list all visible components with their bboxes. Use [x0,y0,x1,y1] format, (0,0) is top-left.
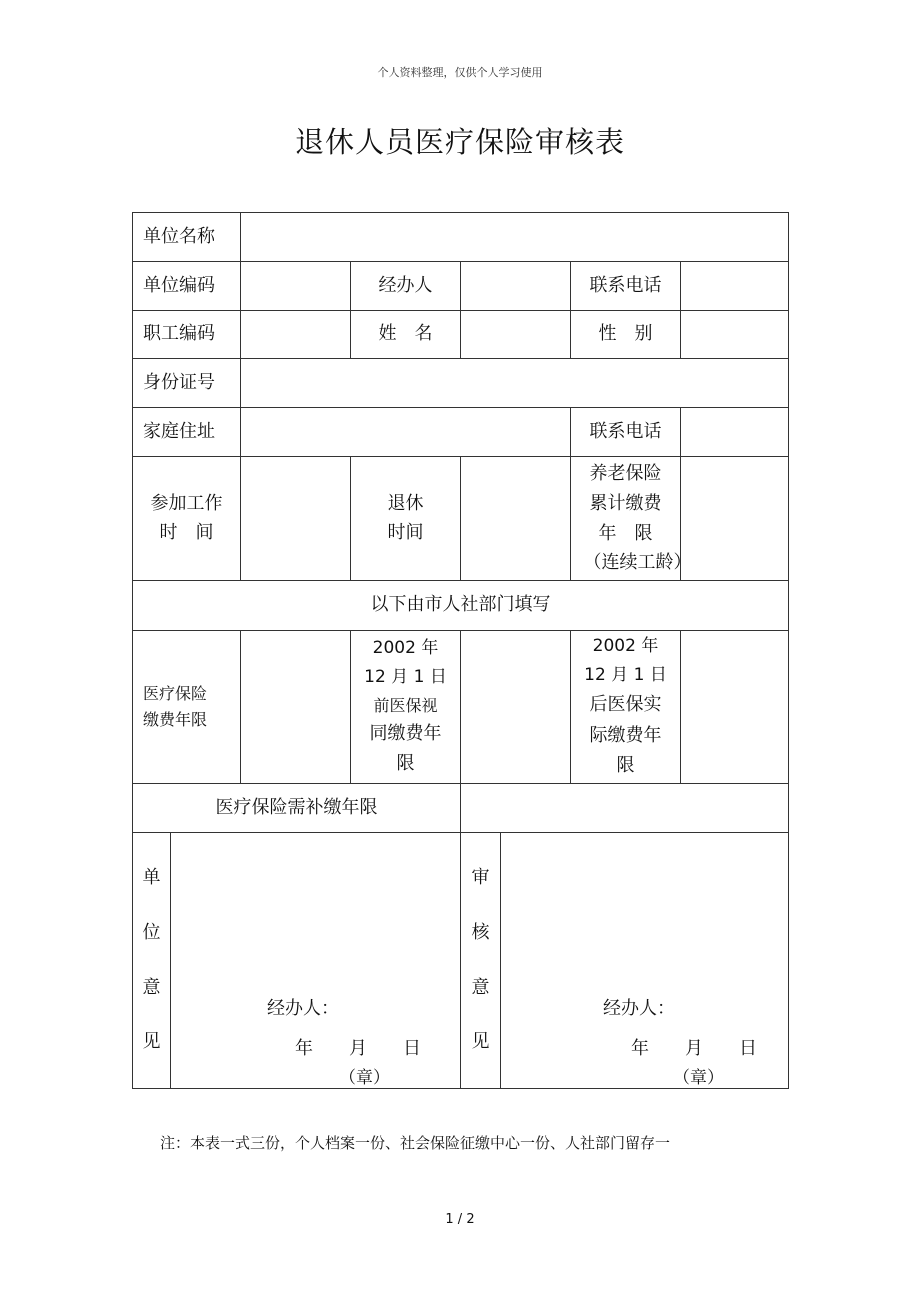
pension-label-line1: 养老保险 [589,463,662,485]
employee-code-field[interactable] [241,311,351,359]
unit-name-label: 单位名称 [133,213,241,262]
review-opinion-char: 意 [471,976,490,998]
id-number-label: 身份证号 [133,359,241,408]
home-phone-field[interactable] [681,408,789,457]
after-label-line1: 2002 年 [592,636,659,657]
unit-opinion-char: 意 [142,976,161,998]
page-title: 退休人员医疗保险审核表 [294,125,625,159]
before-2002-field[interactable] [461,631,571,784]
before-label-line5: 限 [396,753,415,775]
header-note: 个人资料整理，仅供个人学习使用 [377,66,543,79]
work-start-label [133,457,241,581]
unit-code-label: 单位编码 [133,262,241,311]
medical-years-label [133,631,241,784]
unit-signer-label: 经办人： [267,998,339,1019]
review-opinion-char: 审 [471,866,490,888]
retire-label-line1: 退休 [387,492,424,514]
retire-label [351,457,461,581]
work-start-field[interactable] [241,457,351,581]
before-label-line1: 2002 年 [372,637,439,658]
pension-label-line2: 累计缴费 [589,492,662,514]
review-seal-label: （章） [673,1068,724,1088]
work-start-label-line1: 参加工作 [150,492,223,514]
unit-code-field[interactable] [241,262,351,311]
handler-field[interactable] [461,262,571,311]
unit-opinion-label [133,833,171,1089]
phone-label: 联系电话 [571,262,681,311]
review-opinion-char: 见 [471,1031,490,1053]
after-label-line5: 限 [616,755,635,777]
review-opinion-field[interactable] [501,833,789,1089]
unit-name-field[interactable] [241,213,789,262]
audit-form-table [132,212,789,1089]
name-field[interactable] [461,311,571,359]
unit-opinion-char: 单 [142,866,161,888]
home-phone-label: 联系电话 [571,408,681,457]
gender-field[interactable] [681,311,789,359]
pension-label-line3: 年 限 [598,522,653,544]
medical-years-field[interactable] [241,631,351,784]
handler-label: 经办人 [351,262,461,311]
retire-label-line2: 时间 [387,521,424,543]
review-opinion-label [461,833,501,1089]
home-address-label: 家庭住址 [133,408,241,457]
unit-opinion-field[interactable] [171,833,461,1089]
before-label-line4: 同缴费年 [369,722,442,744]
pension-years-field[interactable] [681,457,789,581]
review-signer-label: 经办人： [603,998,675,1019]
before-label-line3: 前医保视 [373,695,438,715]
work-start-label-line2: 时 间 [159,521,214,543]
review-opinion-char: 核 [471,921,490,943]
unit-opinion-char: 位 [142,921,161,943]
medical-label-line1: 医疗保险 [143,684,208,704]
section-header: 以下由市人社部门填写 [133,581,789,631]
retire-field[interactable] [461,457,571,581]
unit-seal-label: （章） [339,1068,390,1088]
unit-opinion-char: 见 [142,1031,161,1053]
id-number-field[interactable] [241,359,789,408]
employee-code-label: 职工编码 [133,311,241,359]
supplement-years-field[interactable] [461,784,789,833]
footnote: 注：本表一式三份，个人档案一份、社会保险征缴中心一份、人社部门留存一 [160,1134,671,1152]
page-number: 1 / 2 [445,1212,475,1227]
pension-years-label [571,457,692,581]
medical-label-line2: 缴费年限 [143,710,208,729]
unit-date-label: 年 月 日 [295,1038,421,1059]
after-2002-label [571,631,681,784]
after-label-line4: 际缴费年 [589,724,662,746]
home-address-field[interactable] [241,408,571,457]
review-date-label: 年 月 日 [631,1038,757,1059]
phone-field[interactable] [681,262,789,311]
before-label-line2: 12 月 1 日 [364,666,447,687]
after-label-line3: 后医保实 [589,694,662,715]
pension-label-line4: （连续工龄） [583,552,692,574]
gender-label: 性 别 [571,311,681,359]
after-2002-field[interactable] [681,631,789,784]
name-label: 姓 名 [351,311,461,359]
supplement-years-label: 医疗保险需补缴年限 [133,784,461,833]
after-label-line2: 12 月 1 日 [584,665,667,686]
before-2002-label [351,631,461,784]
